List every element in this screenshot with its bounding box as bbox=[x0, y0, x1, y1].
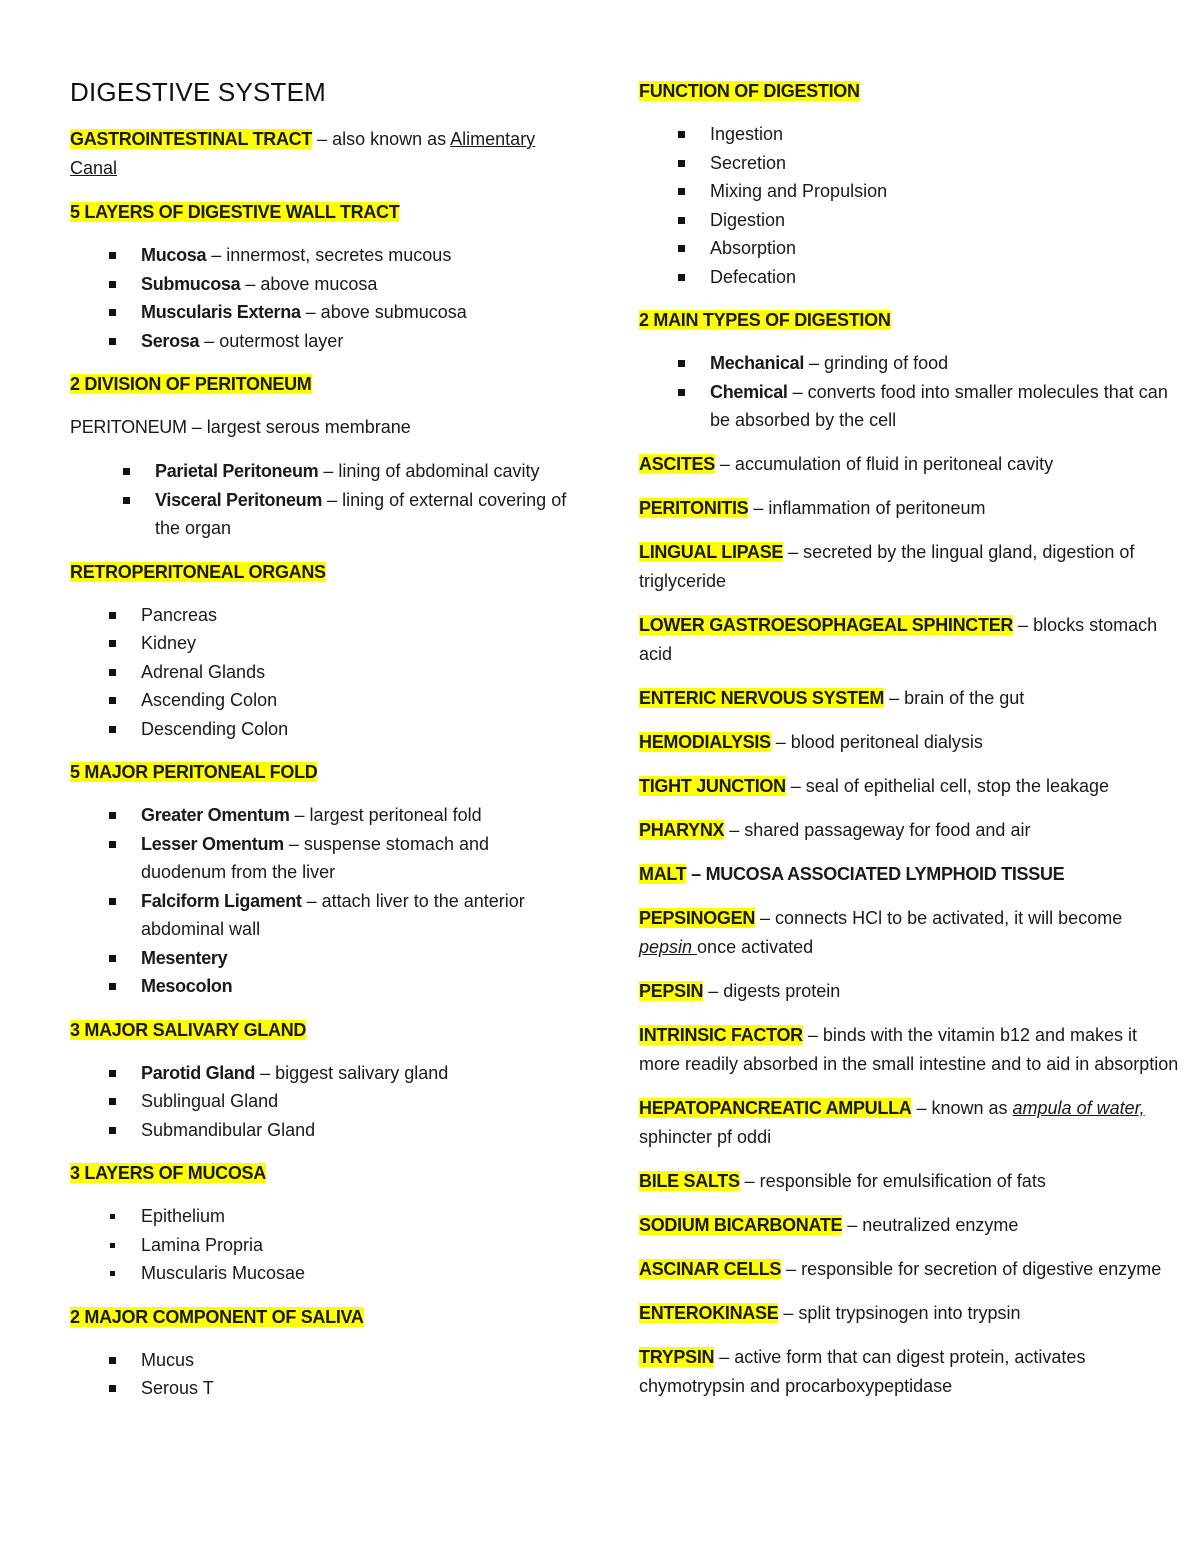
term-entry: BILE SALTS – responsible for emulsification of fats bbox=[639, 1170, 1046, 1191]
list-item: Mesentery bbox=[70, 944, 570, 973]
term-entry: MALT – MUCOSA ASSOCIATED LYMPHOID TISSUE bbox=[639, 863, 1065, 884]
list-item: Mechanical – grinding of food bbox=[639, 349, 1179, 378]
right-column bbox=[639, 77, 1179, 1416]
list-item: Ascending Colon bbox=[70, 686, 570, 715]
list-item: Visceral Peritoneum – lining of external covering of the organ bbox=[70, 486, 570, 543]
alimentary-canal-text: Alimentary Canal bbox=[70, 129, 536, 178]
term-entry: HEMODIALYSIS – blood peritoneal dialysis bbox=[639, 731, 983, 752]
list-item: Mucosa – innermost, secretes mucous bbox=[70, 241, 570, 270]
list-item: Descending Colon bbox=[70, 715, 570, 744]
list-mucosa bbox=[70, 1202, 570, 1288]
list-item: Mucus bbox=[70, 1346, 570, 1375]
list-folds bbox=[70, 801, 570, 1001]
list-item: Ingestion bbox=[639, 120, 1179, 149]
term-entry: SODIUM BICARBONATE – neutralized enzyme bbox=[639, 1214, 1019, 1235]
term-entry: TRYPSIN – active form that can digest protein, activates chymotrypsin and procarboxypeptidase bbox=[639, 1346, 1086, 1396]
gi-tract-definition: GASTROINTESTINAL TRACT – also known as Alimentary Canal bbox=[70, 129, 536, 178]
term-entry: ASCINAR CELLS – responsible for secretion of digestive enzyme bbox=[639, 1258, 1162, 1279]
term-entry: PEPSINOGEN – connects HCl to be activated, it will become pepsin once activated bbox=[639, 907, 1123, 957]
section-heading: FUNCTION OF DIGESTION bbox=[639, 81, 860, 101]
list-item: Secretion bbox=[639, 149, 1179, 178]
list-item: Lesser Omentum – suspense stomach and duodenum from the liver bbox=[70, 830, 570, 887]
term-entry: ENTEROKINASE – split trypsinogen into trypsin bbox=[639, 1302, 1021, 1323]
term-entry: LOWER GASTROESOPHAGEAL SPHINCTER – blocks stomach acid bbox=[639, 614, 1158, 664]
section-heading: 2 MAJOR COMPONENT OF SALIVA bbox=[70, 1306, 364, 1327]
term-entry: INTRINSIC FACTOR – binds with the vitamin b12 and makes it more readily absorbed in the small intestine and to aid in absorption bbox=[639, 1024, 1179, 1074]
list-item: Muscularis Externa – above submucosa bbox=[70, 298, 570, 327]
list-item: Epithelium bbox=[70, 1202, 570, 1231]
left-column bbox=[70, 77, 570, 1418]
term-entry: ASCITES – accumulation of fluid in peritoneal cavity bbox=[639, 453, 1054, 474]
list-retroperitoneal bbox=[70, 601, 570, 744]
section-heading: 3 LAYERS OF MUCOSA bbox=[70, 1163, 266, 1183]
page-title: DIGESTIVE SYSTEM bbox=[70, 77, 327, 107]
peritoneum-definition: PERITONEUM – largest serous membrane bbox=[70, 417, 411, 437]
list-peritoneum bbox=[70, 457, 570, 543]
list-item: Chemical – converts food into smaller molecules that can be absorbed by the cell bbox=[639, 378, 1179, 435]
list-item: Serous T bbox=[70, 1374, 570, 1403]
list-item: Absorption bbox=[639, 234, 1179, 263]
list-functions bbox=[639, 120, 1179, 291]
list-item: Lamina Propria bbox=[70, 1231, 570, 1260]
term-entry: HEPATOPANCREATIC AMPULLA – known as ampula of water, sphincter pf oddi bbox=[639, 1097, 1145, 1147]
list-item: Sublingual Gland bbox=[70, 1087, 570, 1116]
list-item: Parietal Peritoneum – lining of abdominal cavity bbox=[70, 457, 570, 486]
section-heading: RETROPERITONEAL ORGANS bbox=[70, 561, 326, 582]
list-item: Muscularis Mucosae bbox=[70, 1259, 570, 1288]
section-heading: 2 MAIN TYPES OF DIGESTION bbox=[639, 310, 891, 330]
list-item: Parotid Gland – biggest salivary gland bbox=[70, 1059, 570, 1088]
list-item: Defecation bbox=[639, 263, 1179, 292]
section-heading: 3 MAJOR SALIVARY GLAND bbox=[70, 1019, 307, 1040]
section-heading: 5 LAYERS OF DIGESTIVE WALL TRACT bbox=[70, 202, 400, 222]
term-entry: PHARYNX – shared passageway for food and air bbox=[639, 819, 1031, 840]
list-item: Falciform Ligament – attach liver to the anterior abdominal wall bbox=[70, 887, 570, 944]
term-entry: PERITONITIS – inflammation of peritoneum bbox=[639, 497, 986, 518]
list-item: Submandibular Gland bbox=[70, 1116, 570, 1145]
list-layers bbox=[70, 241, 570, 355]
list-item: Serosa – outermost layer bbox=[70, 327, 570, 356]
list-item: Kidney bbox=[70, 629, 570, 658]
list-item: Digestion bbox=[639, 206, 1179, 235]
list-item: Mixing and Propulsion bbox=[639, 177, 1179, 206]
list-digestion-types bbox=[639, 349, 1179, 435]
list-saliva bbox=[70, 1346, 570, 1403]
list-item: Submucosa – above mucosa bbox=[70, 270, 570, 299]
list-item: Pancreas bbox=[70, 601, 570, 630]
term-entry: TIGHT JUNCTION – seal of epithelial cell, stop the leakage bbox=[639, 775, 1110, 796]
list-salivary bbox=[70, 1059, 570, 1145]
term-entry: LINGUAL LIPASE – secreted by the lingual gland, digestion of triglyceride bbox=[639, 541, 1135, 591]
term-entry: ENTERIC NERVOUS SYSTEM – brain of the gut bbox=[639, 687, 1025, 708]
section-heading: 5 MAJOR PERITONEAL FOLD bbox=[70, 762, 318, 782]
term-entry: PEPSIN – digests protein bbox=[639, 980, 841, 1001]
list-item: Adrenal Glands bbox=[70, 658, 570, 687]
term-highlight: GASTROINTESTINAL TRACT bbox=[70, 129, 313, 149]
list-item: Greater Omentum – largest peritoneal fold bbox=[70, 801, 570, 830]
section-heading: 2 DIVISION OF PERITONEUM bbox=[70, 374, 312, 394]
list-item: Mesocolon bbox=[70, 972, 570, 1001]
